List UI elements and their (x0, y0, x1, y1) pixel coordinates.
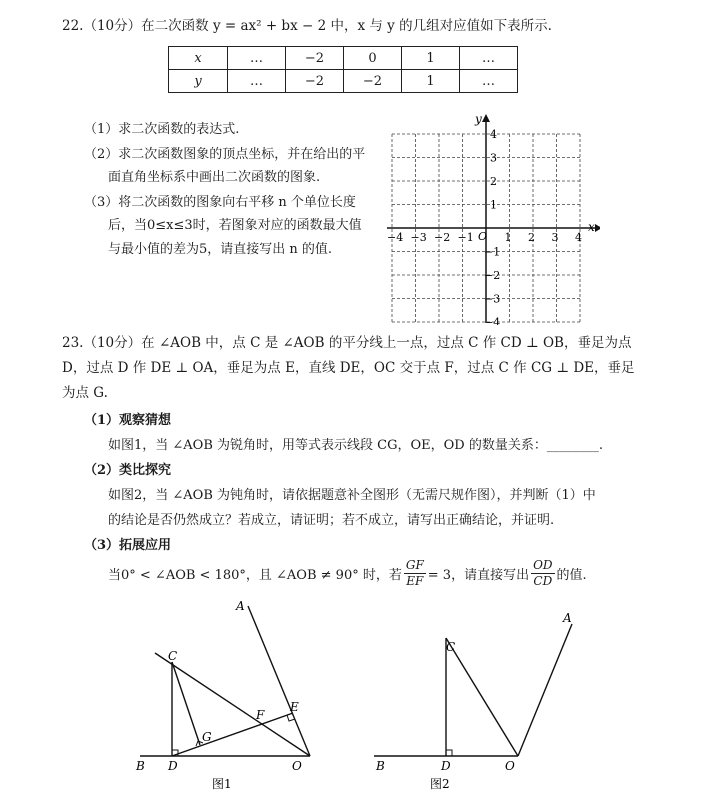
right-angle-d (446, 750, 452, 756)
q23-stem-line-1: 23.（10分）在 ∠AOB 中，点 C 是 ∠AOB 的平分线上一点，过点 C 作 CD ⊥ OB，垂足为点 (62, 335, 632, 351)
table-cell: … (460, 70, 518, 93)
segment-oc (446, 638, 518, 756)
table-header-x: x (169, 47, 228, 70)
table-cell: … (228, 47, 286, 70)
table-row (169, 47, 518, 70)
table-cell: 0 (344, 47, 402, 70)
q23-part-3-text (108, 555, 587, 591)
q23-part-2-title: （2）类比探究 (84, 463, 172, 478)
label-a: A (563, 611, 572, 625)
q22-part-2: （2）求二次函数图象的顶点坐标，并在给出的平 (84, 147, 366, 162)
y-tick-label: 3 (490, 151, 497, 165)
label-o: O (505, 759, 515, 773)
table-cell: … (460, 47, 518, 70)
x-axis-label: x (588, 220, 595, 234)
q22-part-1: （1）求二次函数的表达式. (84, 122, 240, 137)
x-tick-label: −3 (410, 231, 427, 244)
figure-1 (130, 598, 330, 794)
label-b: B (376, 759, 385, 773)
q22-part-3-cont2: 与最小值的差为5，请直接写出 n 的值. (108, 242, 333, 257)
x-tick-label: 3 (551, 231, 559, 244)
x-axis-arrow (595, 224, 600, 232)
fraction-denominator: EF (406, 573, 424, 588)
x-tick-label: 1 (504, 231, 512, 244)
q23-part-1-title: （1）观察猜想 (84, 413, 172, 428)
ray-oa (248, 606, 310, 756)
table-cell: 1 (402, 70, 460, 93)
ray-oa (518, 624, 572, 756)
q22-part-2-cont: 面直角坐标系中画出二次函数的图象. (108, 170, 321, 185)
q22-part-3-cont: 后，当0≤x≤3时，若图象对应的函数最大值 (108, 218, 362, 233)
table-cell: 1 (402, 47, 460, 70)
label-d: D (168, 759, 178, 773)
fraction-numerator: OD (533, 557, 553, 572)
value-table (168, 46, 518, 93)
label-c: C (446, 640, 456, 654)
label-a: A (236, 599, 245, 613)
label-c: C (168, 649, 178, 663)
q22-stem: 22.（10分）在二次函数 y = ax² + bx − 2 中，x 与 y 的几组对应值如下表所示. (62, 18, 552, 34)
q23-stem-line-2: D，过点 D 作 DE ⊥ OA，垂足为点 E，直线 DE，OC 交于点 F，过点 C 作 CG ⊥ DE，垂足 (62, 360, 635, 376)
figure-1-caption: 图1 (212, 777, 232, 791)
y-tick-label: 2 (490, 175, 497, 188)
q23-part-3-title: （3）拓展应用 (84, 538, 172, 553)
table-row (169, 70, 518, 93)
label-d: D (441, 759, 451, 773)
line-oc (155, 653, 310, 756)
line-de (172, 713, 293, 756)
y-tick-label: −3 (484, 292, 501, 306)
y-tick-label: 4 (490, 128, 497, 141)
y-tick-label: −1 (484, 245, 501, 259)
figure-2 (368, 600, 588, 794)
x-tick-label: 2 (528, 231, 535, 244)
fraction-od-cd (531, 558, 554, 589)
x-tick-label: −1 (457, 231, 474, 244)
y-tick-label: −2 (484, 269, 501, 282)
segment-cg (172, 662, 200, 745)
label-f: F (256, 708, 265, 722)
x-tick-label: 4 (575, 231, 582, 244)
q23-part-2-line-2: 的结论是否仍然成立？若成立，请证明；若不成立，请写出正确结论，并证明. (108, 513, 555, 528)
p3-text-a: 当0° < ∠AOB < 180°，且 ∠AOB ≠ 90° 时，若 (108, 567, 402, 583)
y-tick-label: −4 (484, 316, 501, 325)
y-axis-label: y (475, 112, 482, 126)
label-g: G (202, 730, 212, 744)
x-tick-label: −2 (434, 231, 451, 244)
q23-part-2-line-1: 如图2，当 ∠AOB 为钝角时，请依据题意补全图形（无需尺规作图），并判断（1）中 (108, 488, 596, 503)
label-o: O (292, 759, 302, 773)
fraction-numerator: GF (405, 557, 424, 572)
label-b: B (136, 759, 145, 773)
y-axis-arrow (482, 114, 490, 122)
table-cell: −2 (344, 70, 402, 93)
fraction-gf-ef (404, 558, 426, 589)
table-cell: −2 (286, 70, 344, 93)
figure-2-caption: 图2 (430, 777, 450, 791)
q23-stem-line-3: 为点 G. (62, 385, 108, 401)
q23-part-1-text: 如图1，当 ∠AOB 为锐角时，用等式表示线段 CG，OE，OD 的数量关系：________. (108, 438, 603, 453)
p3-text-c: 的值. (556, 567, 587, 583)
p3-text-b: = 3，请直接写出 (427, 567, 530, 583)
table-cell: … (228, 70, 286, 93)
label-e: E (290, 700, 299, 714)
origin-label: O (478, 230, 488, 243)
x-tick-label: −4 (387, 231, 404, 244)
table-cell: −2 (286, 47, 344, 70)
fraction-denominator: CD (533, 573, 553, 588)
coordinate-grid (385, 110, 600, 325)
table-header-y: y (169, 70, 228, 93)
y-tick-label: 1 (490, 198, 497, 212)
q22-part-3: （3）将二次函数的图象向右平移 n 个单位长度 (84, 195, 356, 210)
